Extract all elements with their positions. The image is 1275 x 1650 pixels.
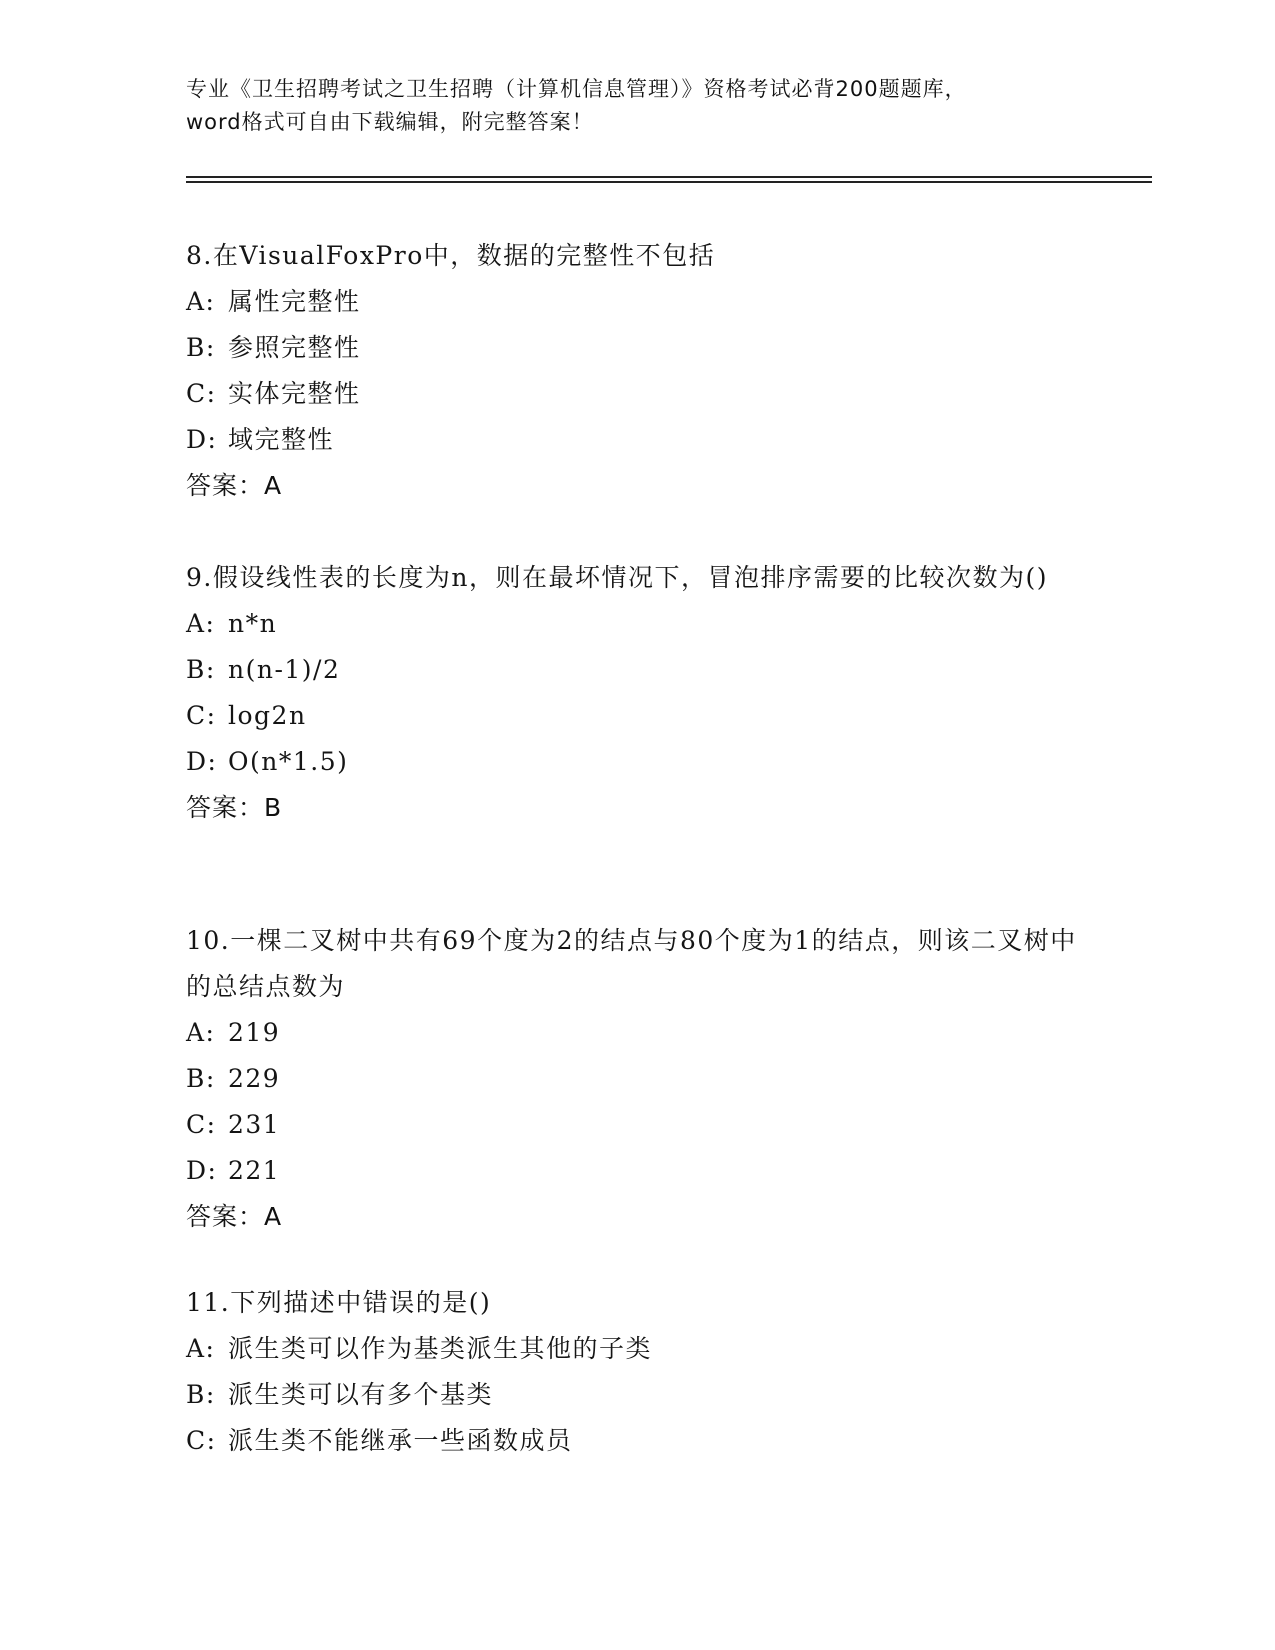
question-text: 10.一棵二叉树中共有69个度为2的结点与80个度为1的结点，则该二叉树中的总结点数为	[186, 926, 1077, 1001]
option-b	[186, 1372, 1086, 1418]
option-letter: C:	[186, 1426, 217, 1455]
answer-label: 答案：A	[186, 471, 283, 500]
question-11	[186, 1280, 1086, 1464]
option-letter: B:	[186, 333, 216, 362]
option-letter: D:	[186, 1156, 218, 1185]
option-c	[186, 371, 1086, 417]
option-b	[186, 1056, 1086, 1102]
option-letter: A:	[186, 1018, 216, 1047]
option-text: 221	[228, 1156, 281, 1185]
option-text: 229	[228, 1064, 281, 1093]
option-d	[186, 417, 1086, 463]
option-letter: A:	[186, 609, 216, 638]
option-a	[186, 1010, 1086, 1056]
question-text: 9.假设线性表的长度为n，则在最坏情况下，冒泡排序需要的比较次数为()	[186, 563, 1048, 592]
option-letter: C:	[186, 701, 217, 730]
header-line-1: 专业《卫生招聘考试之卫生招聘（计算机信息管理）》资格考试必背200题题库，	[186, 77, 967, 101]
option-text: 219	[228, 1018, 281, 1047]
question-9	[186, 555, 1086, 831]
option-text: 派生类不能继承一些函数成员	[228, 1426, 573, 1455]
option-letter: D:	[186, 747, 218, 776]
option-letter: A:	[186, 1334, 216, 1363]
header-line-2: word格式可自由下载编辑，附完整答案！	[186, 110, 594, 134]
option-text: 参照完整性	[228, 333, 361, 362]
question-10	[186, 918, 1086, 1240]
option-text: n(n-1)/2	[228, 655, 341, 684]
option-letter: B:	[186, 655, 216, 684]
option-a	[186, 601, 1086, 647]
header-divider-top	[186, 176, 1152, 178]
option-c	[186, 1418, 1086, 1464]
option-letter: D:	[186, 425, 218, 454]
option-c	[186, 693, 1086, 739]
question-text: 11.下列描述中错误的是()	[186, 1288, 492, 1317]
option-letter: C:	[186, 1110, 217, 1139]
option-letter: B:	[186, 1064, 216, 1093]
option-text: O(n*1.5)	[228, 747, 349, 776]
option-letter: A:	[186, 287, 216, 316]
option-text: 231	[228, 1110, 281, 1139]
option-a	[186, 1326, 1086, 1372]
option-text: 派生类可以有多个基类	[228, 1380, 494, 1409]
option-text: 属性完整性	[228, 287, 361, 316]
option-text: n*n	[228, 609, 278, 638]
option-letter: B:	[186, 1380, 216, 1409]
option-d	[186, 1148, 1086, 1194]
option-c	[186, 1102, 1086, 1148]
option-text: 实体完整性	[228, 379, 361, 408]
answer-label: 答案：A	[186, 1202, 283, 1231]
option-b	[186, 647, 1086, 693]
option-b	[186, 325, 1086, 371]
answer-label: 答案：B	[186, 793, 283, 822]
option-text: 派生类可以作为基类派生其他的子类	[228, 1334, 653, 1363]
option-a	[186, 279, 1086, 325]
option-text: log2n	[228, 701, 307, 730]
option-letter: C:	[186, 379, 217, 408]
option-text: 域完整性	[228, 425, 335, 454]
option-d	[186, 739, 1086, 785]
question-8	[186, 233, 1086, 509]
header-divider-bottom	[186, 181, 1152, 183]
document-header	[186, 73, 1086, 139]
question-text: 8.在VisualFoxPro中，数据的完整性不包括	[186, 241, 716, 270]
